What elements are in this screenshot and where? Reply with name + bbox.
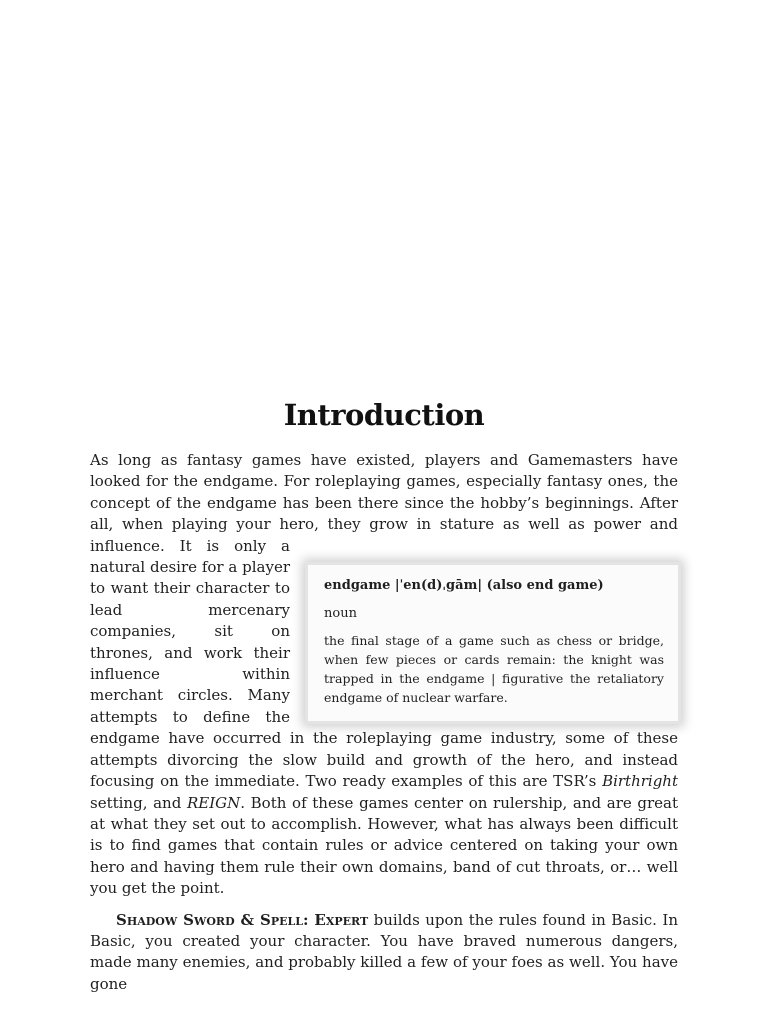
product-name: Shadow Sword & Spell: Expert (116, 910, 369, 929)
definition-text: the final stage of a game such as chess or bridge, when few pieces or cards remain: the knight was trapped in the endgame | figurative the retaliatory endgame of nuclear warfare. (324, 632, 664, 705)
page-title: Introduction (283, 398, 485, 432)
birthright-title: Birthright (602, 772, 678, 791)
para1-text-a-cont: only a natural desire for a player to want their character to lead mercenary companies, sit on thrones, and work their influence within merchant circles. Many attempts to define the endgame have occurred in the roleplaying game industry, some of these attempts divorcing the slow build and growth of the hero, and instead focusing on the immediate. Two ready examples of this are TSR’s (90, 536, 678, 791)
expert-paragraph (90, 910, 678, 996)
intro-paragraph (90, 450, 678, 900)
para1-text-c: . Both of these games center on rulership, and are great at what they set out to accomplish. However, what has always been difficult is to find games that contain rules or advice centered on taking your own hero and having them rule their own domains, band of cut throats, or… well you get the point. (90, 793, 679, 898)
para1-text-a: As long as fantasy games have existed, players and Gamemasters have looked for the endgame. For roleplaying games, especially fantasy ones, the concept of the endgame has been there since the hobby’s beginnings. After all, when playing your hero, they grow in stature as well as power and influence. It is (90, 451, 678, 555)
definition-part-of-speech: noun (324, 605, 357, 621)
body-text (90, 450, 678, 995)
definition-headword: endgame |ˈen(d)ˌgām| (also end game) (324, 577, 604, 593)
reign-title: REIGN (186, 793, 241, 812)
definition-sidebar (308, 565, 678, 721)
para2-text: builds upon the rules found in Basic. In Basic, you created your character. You have braved numerous dangers, made many enemies, and probably killed a few of your foes as well. You have gone (90, 910, 678, 993)
para1-text-b: setting, and (90, 793, 187, 812)
